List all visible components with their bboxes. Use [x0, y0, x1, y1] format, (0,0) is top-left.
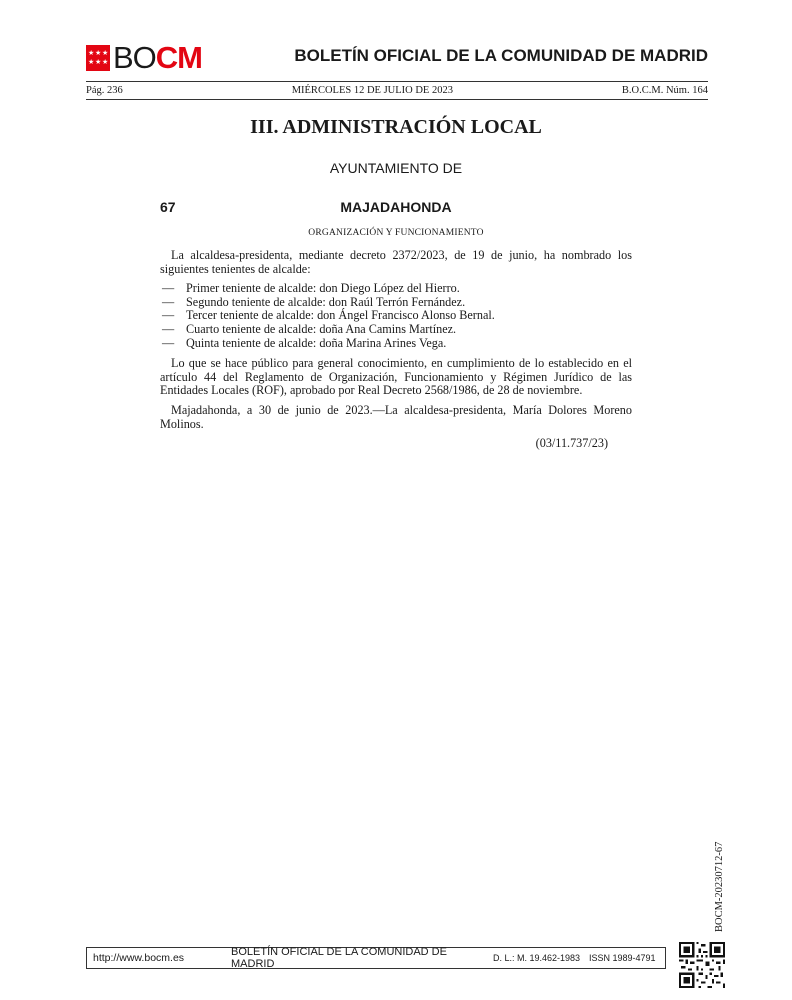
list-dash: — [162, 321, 175, 336]
announcement-number: 67 [160, 199, 176, 215]
announcement-body [160, 249, 632, 451]
signature-paragraph: Majadahonda, a 30 de junio de 2023.—La alcaldesa-presidenta, María Dolores Moreno Molinos. [160, 402, 632, 431]
list-item [162, 294, 632, 310]
qr-code-icon [679, 942, 725, 988]
logo-text-bo: BO [113, 40, 156, 75]
journal-title: BOLETÍN OFICIAL DE LA COMUNIDAD DE MADRID [294, 46, 708, 65]
footer [86, 947, 666, 969]
list-item-text: Segundo teniente de alcalde: don Raúl Terrón Fernández. [186, 294, 466, 309]
footer-journal-title: BOLETÍN OFICIAL DE LA COMUNIDAD DE MADRID [231, 946, 447, 970]
intro-paragraph: La alcaldesa-presidenta, mediante decreto 2372/2023, de 19 de junio, ha nombrado los siguientes tenientes de alcalde: [160, 248, 632, 276]
logo-text-cm: CM [155, 40, 203, 75]
header-meta [86, 85, 708, 96]
list-item [162, 308, 632, 323]
reference-code: (03/11.737/23) [535, 436, 608, 451]
list-dash: — [162, 308, 175, 323]
list-dash: — [162, 335, 175, 350]
document-side-code: BOCM-20230712-67 [714, 841, 725, 932]
list-item-text: Primer teniente de alcalde: don Diego López del Hierro. [186, 281, 460, 296]
publication-paragraph: Lo que se hace público para general conocimiento, en cumplimiento de lo establecido en el artículo 44 del Reglamento de Organización, Funcionamiento y Régimen Jurídico de las Entidades Locales (ROF), aprobado por Real Decreto 2568/1986, de 28 de noviembre. [160, 356, 632, 398]
section-title: III. ADMINISTRACIÓN LOCAL [250, 116, 542, 138]
municipality-heading: MAJADAHONDA [340, 199, 452, 215]
list-item [162, 321, 632, 337]
issue-number: B.O.C.M. Núm. 164 [621, 85, 708, 96]
subject-heading: ORGANIZACIÓN Y FUNCIONAMIENTO [308, 228, 484, 238]
list-item [162, 281, 632, 296]
footer-issn: ISSN 1989-4791 [589, 953, 656, 963]
list-item [162, 335, 632, 351]
list-item-text: Quinta teniente de alcalde: doña Marina Arines Vega. [186, 335, 447, 350]
authority-heading: AYUNTAMIENTO DE [329, 160, 463, 176]
appointment-list [160, 282, 632, 350]
header-rule-bottom [86, 99, 708, 100]
list-item-text: Tercer teniente de alcalde: don Ángel Francisco Alonso Bernal. [186, 308, 495, 323]
page-number: Pág. 236 [86, 85, 123, 96]
footer-legal-deposit: D. L.: M. 19.462-1983 [493, 953, 581, 963]
comunidad-madrid-flag-icon: ★ ★ ★ ★ ★ ★ [86, 45, 110, 71]
bocm-logo [86, 42, 202, 74]
header-rule-top [86, 81, 708, 82]
footer-url-link[interactable]: http://www.bocm.es [93, 952, 185, 964]
issue-date: MIÉRCOLES 12 DE JULIO DE 2023 [291, 85, 453, 96]
list-dash: — [162, 281, 175, 296]
list-dash: — [162, 294, 175, 309]
list-item-text: Cuarto teniente de alcalde: doña Ana Camins Martínez. [186, 321, 457, 336]
